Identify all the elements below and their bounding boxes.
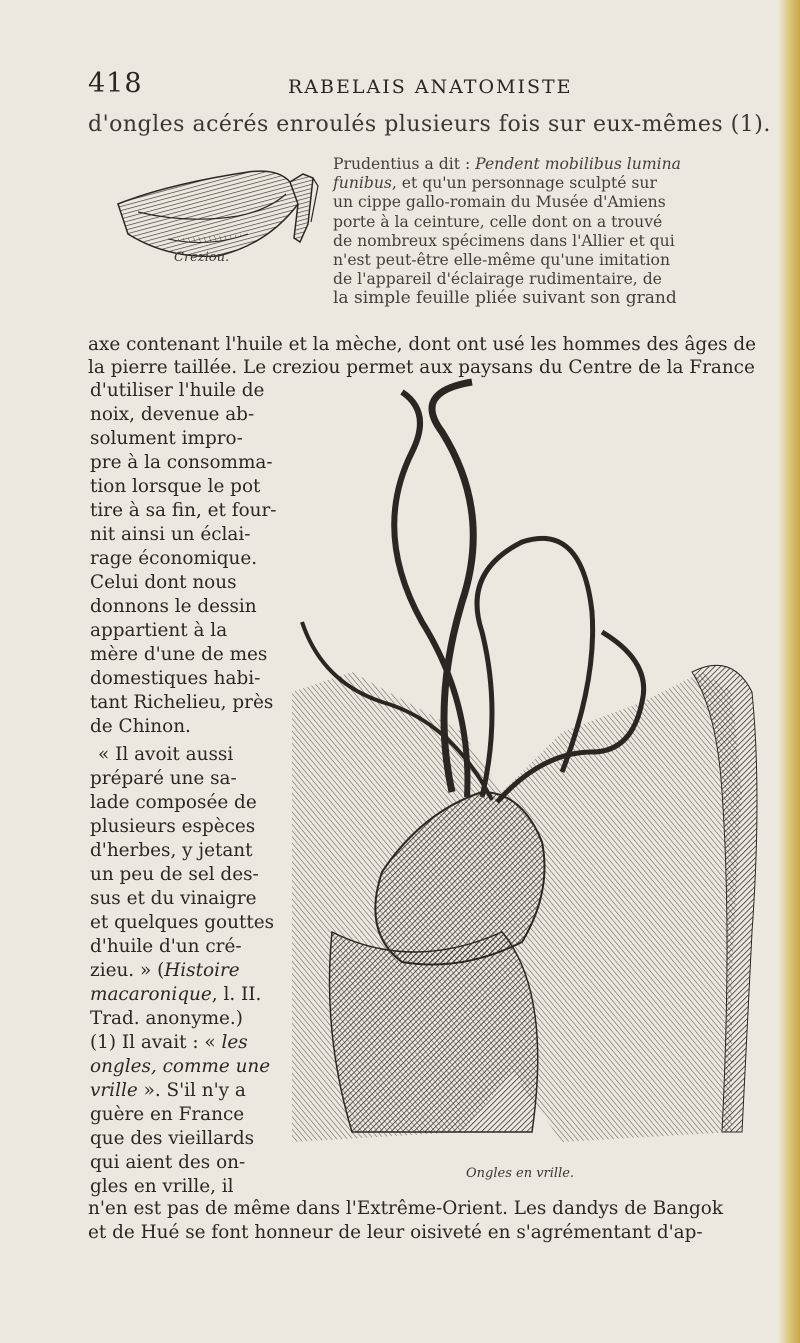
note-line: porte à la ceinture, celle dont on a trouvé — [333, 212, 663, 231]
column-line: donnons le dessin — [90, 596, 257, 617]
column-line: zieu. » (Histoire — [90, 960, 240, 981]
column-line: Celui dont nous — [90, 572, 237, 593]
column-line: ongles, comme une — [90, 1056, 271, 1077]
column-line: pre à la consomma- — [90, 452, 273, 473]
column-line: nit ainsi un éclai- — [90, 524, 251, 545]
column-line: mère d'une de mes — [90, 644, 268, 665]
body-line: la pierre taillée. Le creziou permet aux paysans du Centre de la France — [88, 357, 755, 378]
column-line: domestiques habi- — [90, 668, 261, 689]
body-line: n'en est pas de même dans l'Extrême-Orient. Les dandys de Bangok — [88, 1198, 724, 1219]
column-line: tion lorsque le pot — [90, 476, 261, 497]
column-line: gles en vrille, il — [90, 1176, 234, 1197]
column-line: « Il avoit aussi — [98, 744, 234, 765]
column-line: qui aient des on- — [90, 1152, 246, 1173]
column-line: solument impro- — [90, 428, 243, 449]
running-title: RABELAIS ANATOMISTE — [288, 76, 573, 98]
column-line: macaronique, l. II. — [90, 984, 262, 1005]
body-line: et de Hué se font honneur de leur oisiveté en s'agrémentant d'ap- — [88, 1222, 703, 1243]
crezieu-lamp-illustration — [108, 164, 326, 264]
column-line: préparé une sa- — [90, 768, 237, 789]
column-line: (1) Il avait : « les — [90, 1032, 248, 1053]
column-line: de Chinon. — [90, 716, 191, 737]
note-line: funibus, et qu'un personnage sculpté sur — [333, 174, 657, 193]
column-line: un peu de sel des- — [90, 864, 259, 885]
note-line: la simple feuille pliée suivant son grand — [333, 288, 677, 309]
hand-with-curled-nails-illustration — [262, 372, 772, 1162]
column-line: rage économique. — [90, 548, 258, 569]
page-number: 418 — [88, 68, 143, 99]
column-line: d'huile d'un cré- — [90, 936, 242, 957]
column-line: et quelques gouttes — [90, 912, 275, 933]
body-line: axe contenant l'huile et la mèche, dont ont usé les hommes des âges de — [88, 334, 757, 355]
column-line: que des vieillards — [90, 1128, 255, 1149]
column-line: sus et du vinaigre — [90, 888, 257, 909]
quote-note — [333, 155, 763, 309]
column-line: Trad. anonyme.) — [90, 1008, 243, 1029]
column-line: d'herbes, y jetant — [90, 840, 253, 861]
note-line: de nombreux spécimens dans l'Allier et qui — [333, 231, 675, 250]
first-line: d'ongles acérés enroulés plusieurs fois sur eux-mêmes (1). — [88, 112, 771, 137]
column-line: tant Richelieu, près — [90, 692, 274, 713]
column-line: vrille ». S'il n'y a — [90, 1080, 246, 1101]
column-line: appartient à la — [90, 620, 228, 641]
page-header — [88, 68, 768, 104]
note-line: un cippe gallo-romain du Musée d'Amiens — [333, 193, 666, 212]
column-line: d'utiliser l'huile de — [90, 380, 265, 401]
page-edge — [778, 0, 800, 1343]
column-line: noix, devenue ab- — [90, 404, 255, 425]
note-line: Prudentius a dit : Pendent mobilibus lumina — [333, 155, 681, 173]
column-line: guère en France — [90, 1104, 245, 1125]
note-line: de l'appareil d'éclairage rudimentaire, de — [333, 270, 662, 289]
hand-caption: Ongles en vrille. — [466, 1166, 575, 1181]
note-line: n'est peut-être elle-même qu'une imitation — [333, 251, 670, 270]
column-line: plusieurs espèces — [90, 816, 256, 837]
column-line: lade composée de — [90, 792, 257, 813]
crezieu-caption: Creziou. — [174, 250, 230, 265]
column-line: tire à sa fin, et four- — [90, 500, 277, 521]
latin-quote: Pendent mobilibus lumina — [475, 155, 681, 173]
